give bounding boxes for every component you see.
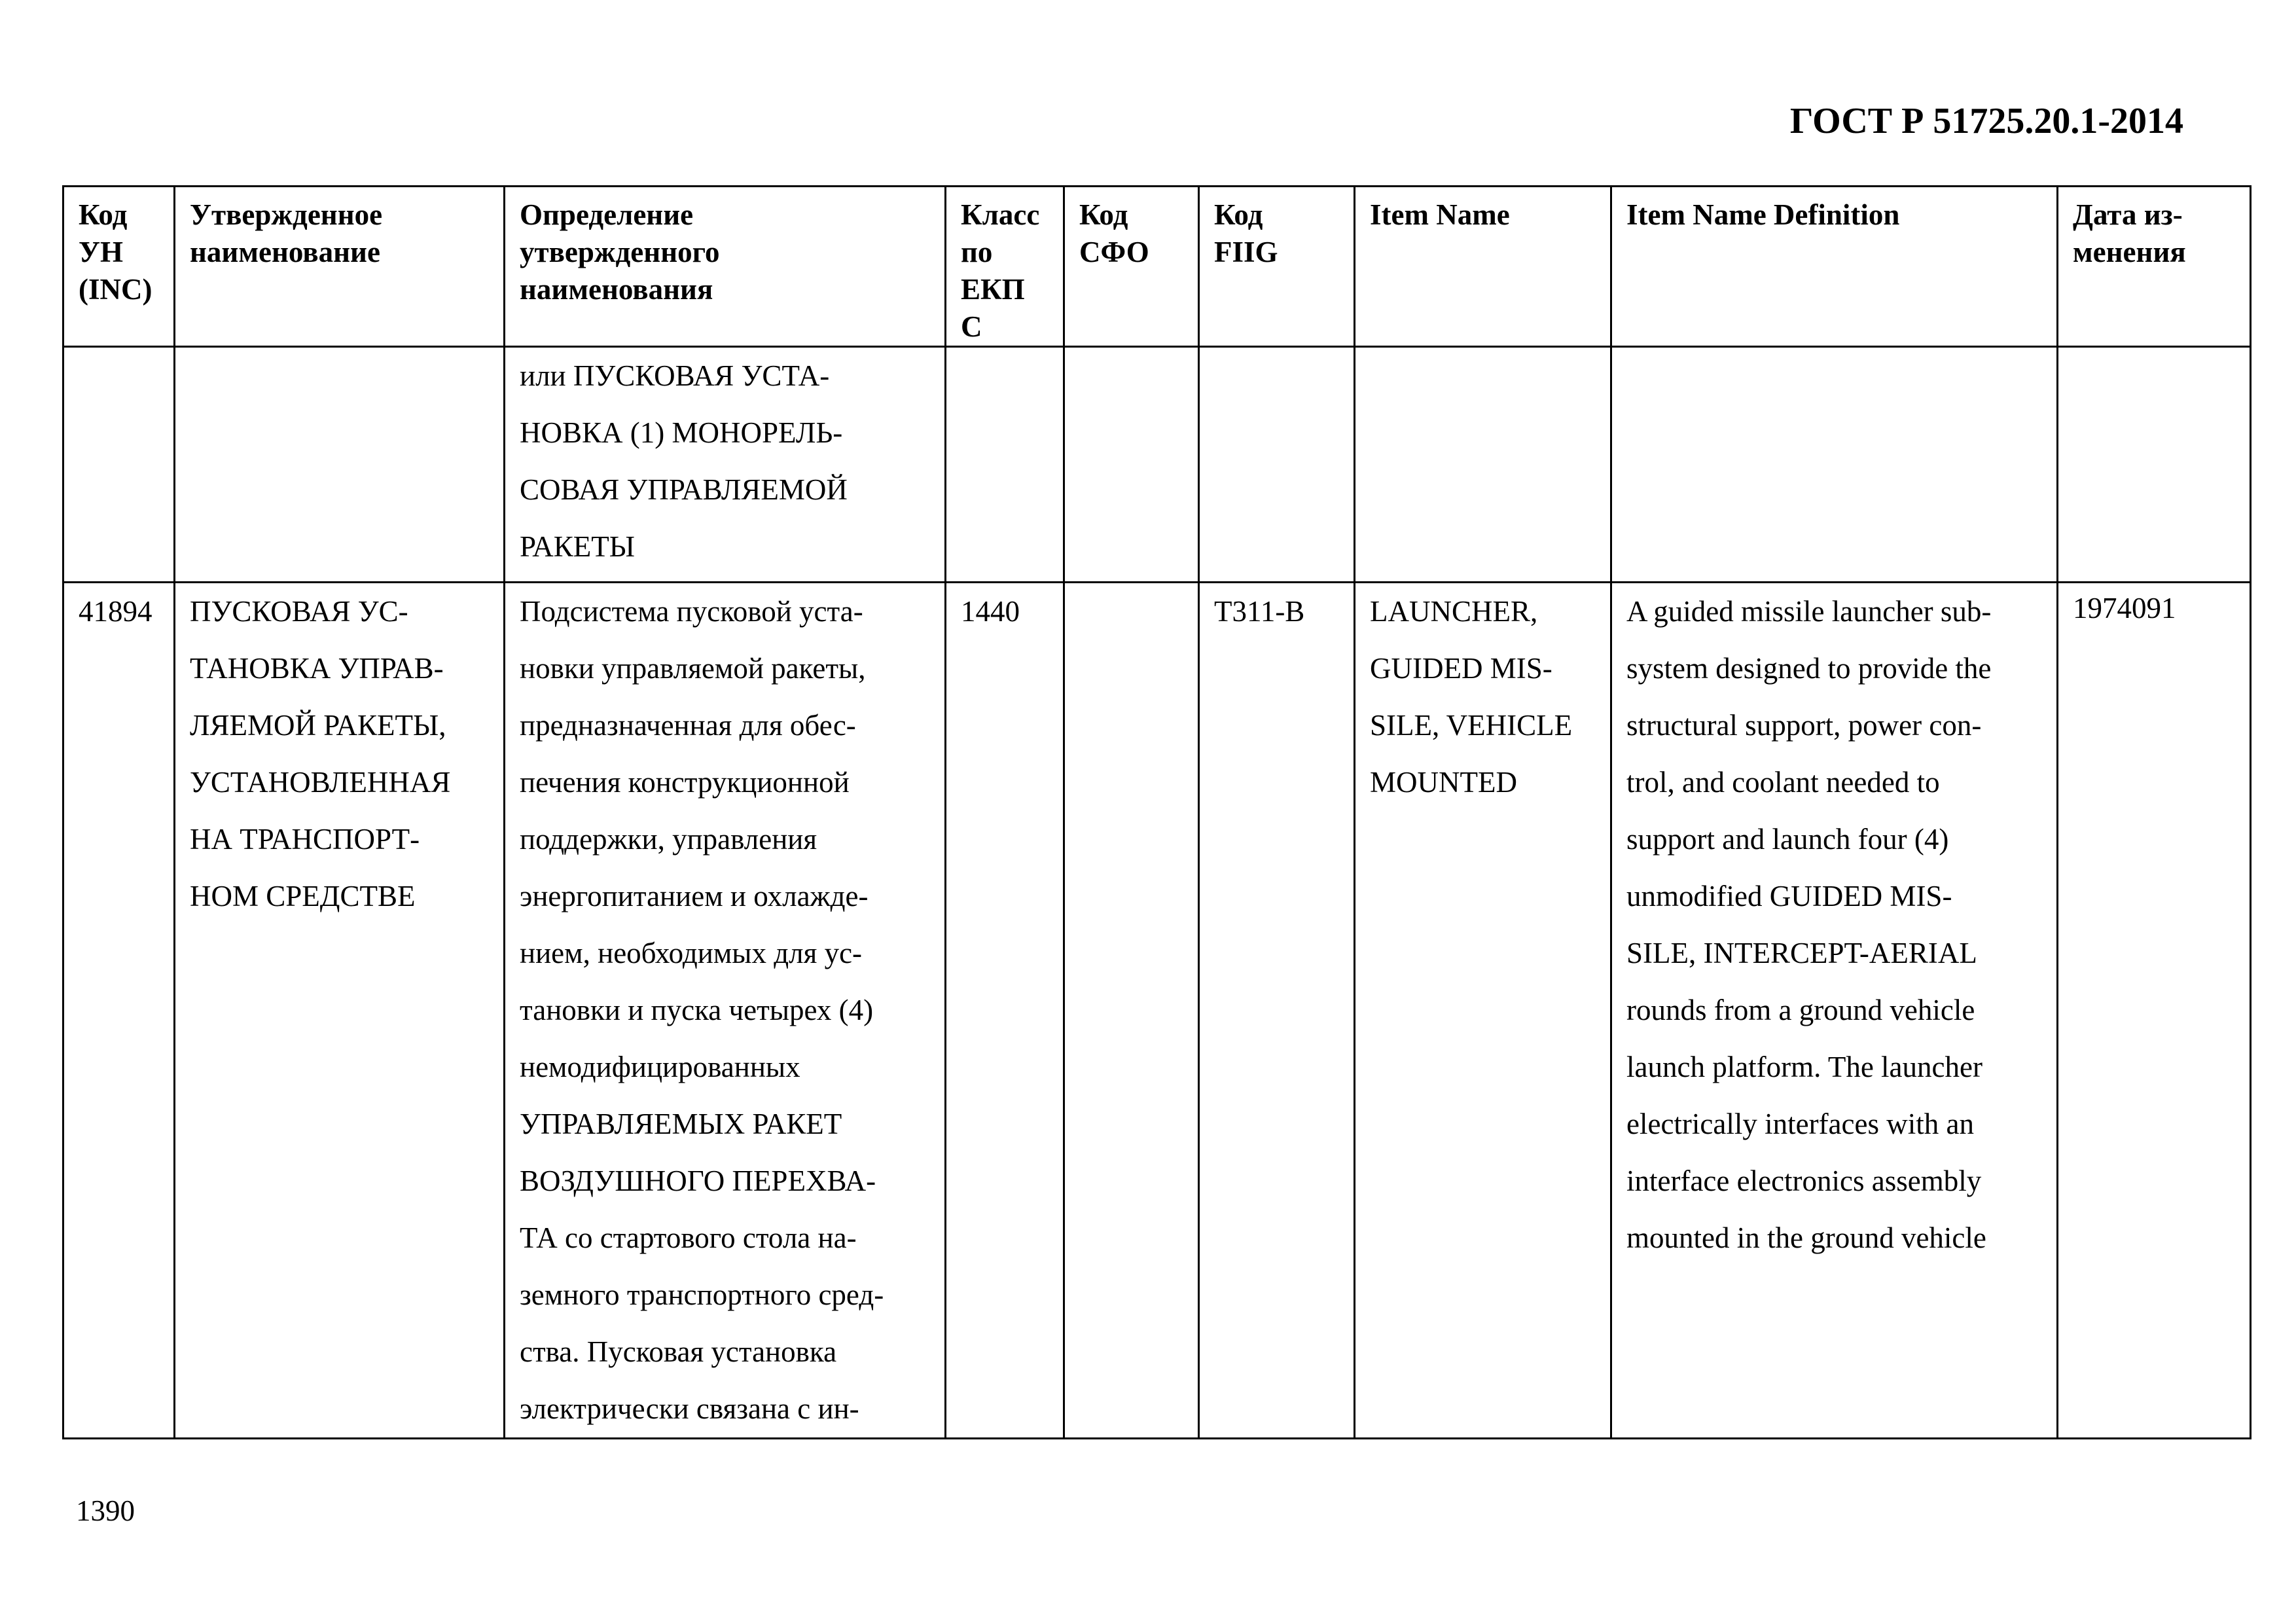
cell-item-name bbox=[1355, 347, 1611, 583]
cell-approved-name: ПУСКОВАЯ УС- ТАНОВКА УПРАВ- ЛЯЕМОЙ РАКЕТЫ, УСТАНОВЛЕННАЯ НА ТРАНСПОРТ- НОМ СРЕДСТВЕ bbox=[175, 583, 505, 1439]
cell-approved-name bbox=[175, 347, 505, 583]
cell-definition: или ПУСКОВАЯ УСТА- НОВКА (1) МОНОРЕЛЬ- СОВАЯ УПРАВЛЯЕМОЙ РАКЕТЫ bbox=[505, 347, 946, 583]
cell-ekps-class: 1440 bbox=[946, 583, 1064, 1439]
header-change-date: Дата из- менения bbox=[2058, 187, 2251, 347]
header-sfo-code: Код СФО bbox=[1064, 187, 1199, 347]
cell-item-name: LAUNCHER, GUIDED MIS- SILE, VEHICLE MOUNTED bbox=[1355, 583, 1611, 1439]
table-header-row bbox=[63, 187, 2251, 347]
cell-change-date: 1974091 bbox=[2058, 583, 2251, 1439]
cell-sfo-code bbox=[1064, 347, 1199, 583]
cell-item-name-definition: A guided missile launcher sub- system designed to provide the structural support, power con- trol, and coolant needed to support and launch four (4) unmodified GUIDED MIS- SILE, INTERCEPT-AERIAL rounds from a ground vehicle launch platform. The launcher electrically interfaces with an interface electronics assembly mounted in the ground vehicle bbox=[1611, 583, 2058, 1439]
cell-ekps-class bbox=[946, 347, 1064, 583]
cell-inc bbox=[63, 347, 175, 583]
header-inc-code: Код УН (INC) bbox=[63, 187, 175, 347]
header-approved-name-definition: Определение утвержденного наименования bbox=[505, 187, 946, 347]
item-name-table bbox=[62, 185, 2251, 1439]
header-item-name: Item Name bbox=[1355, 187, 1611, 347]
cell-change-date bbox=[2058, 347, 2251, 583]
document-standard-number: ГОСТ Р 51725.20.1-2014 bbox=[1789, 101, 2183, 141]
table-row-41894 bbox=[63, 583, 2251, 1439]
cell-inc: 41894 bbox=[63, 583, 175, 1439]
cell-item-name-definition bbox=[1611, 347, 2058, 583]
header-approved-name: Утвержденное наименование bbox=[175, 187, 505, 347]
header-fiig-code: Код FIIG bbox=[1199, 187, 1355, 347]
table-row-continuation bbox=[63, 347, 2251, 583]
cell-fiig-code bbox=[1199, 347, 1355, 583]
cell-fiig-code: T311-B bbox=[1199, 583, 1355, 1439]
cell-definition: Подсистема пусковой уста- новки управляемой ракеты, предназначенная для обес- печения конструкционной поддержки, управления энергопитанием и охлажде- нием, необходимых для ус- тановки и пуска четырех (4) немодифицированных УПРАВЛЯЕМЫХ РАКЕТ ВОЗДУШНОГО ПЕРЕХВА- ТА со стартового стола на- земного транспортного сред- ства. Пусковая установка электрически связана с ин- bbox=[505, 583, 946, 1439]
header-ekps-class: Класс по ЕКП С bbox=[946, 187, 1064, 347]
cell-sfo-code bbox=[1064, 583, 1199, 1439]
header-item-name-definition: Item Name Definition bbox=[1611, 187, 2058, 347]
page-number: 1390 bbox=[76, 1494, 135, 1527]
